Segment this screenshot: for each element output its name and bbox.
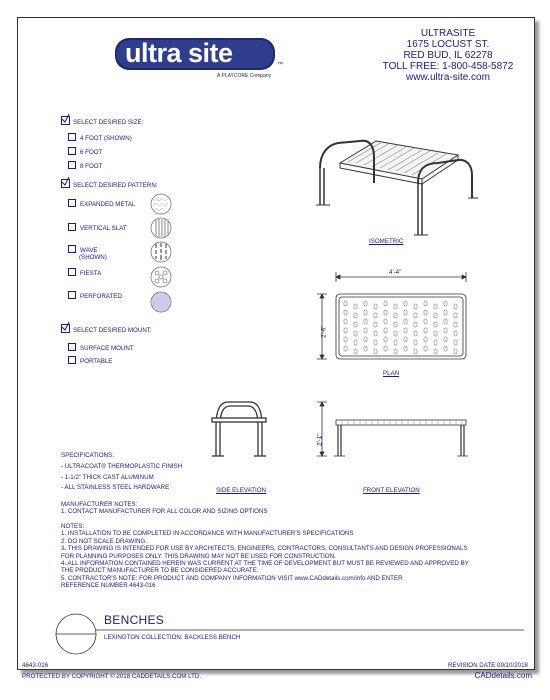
- mount-heading: SELECT DESIRED MOUNT:: [61, 324, 152, 334]
- note-item: 1. INSTALLATION TO BE COMPLETED IN ACCORDANCE WITH MANUFACTURER'S SPECIFICATIONS: [61, 530, 354, 538]
- plan-slot: [404, 346, 407, 351]
- checkbox-icon[interactable]: [68, 343, 76, 351]
- pattern-option-expanded[interactable]: EXPANDED METAL: [68, 199, 135, 208]
- plan-slot: [344, 301, 347, 306]
- expanded-metal-swatch: [151, 194, 171, 214]
- checked-box-icon: [61, 116, 70, 125]
- plan-slot: [424, 346, 427, 351]
- plan-slot: [424, 301, 427, 306]
- checkbox-icon[interactable]: [68, 245, 76, 253]
- reference-number: 4643-016: [22, 662, 49, 669]
- front-height-dim: 2'-1": [316, 433, 324, 446]
- size-heading: SELECT DESIRED SIZE:: [61, 116, 143, 126]
- pattern-swatches: [146, 193, 176, 315]
- checkbox-icon[interactable]: [68, 223, 76, 231]
- note-item: THE PRODUCT MANUFACTURER TO BE CONSIDERED ACCURATE.: [61, 567, 259, 575]
- plan-slot: [444, 346, 447, 351]
- plan-slot: [414, 313, 417, 318]
- plan-slot: [454, 313, 457, 318]
- plan-slot: [424, 328, 427, 333]
- checked-box-icon: [61, 179, 70, 188]
- plan-slot: [434, 313, 437, 318]
- manufacturer-notes: [61, 501, 268, 516]
- plan-slot: [364, 301, 367, 306]
- mfr-notes-heading: MANUFACTURER NOTES:: [61, 501, 138, 508]
- size-option-8ft[interactable]: 8 FOOT: [68, 161, 102, 170]
- plan-slot: [454, 331, 457, 336]
- plan-slot: [414, 331, 417, 336]
- plan-slot: [354, 340, 357, 345]
- company-info: [373, 28, 523, 83]
- plan-slot: [404, 328, 407, 333]
- plan-slot: [394, 340, 397, 345]
- wave-swatch: [151, 242, 171, 262]
- plan-slot: [444, 301, 447, 306]
- plan-slot: [374, 349, 377, 354]
- plan-width-dim: 4'-4": [389, 269, 402, 276]
- plan-slot: [434, 304, 437, 309]
- plan-slot: [354, 331, 357, 336]
- company-url: www.ultra-site.com: [406, 72, 490, 83]
- plan-slot: [434, 331, 437, 336]
- plan-slot: [394, 304, 397, 309]
- plan-slot: [384, 328, 387, 333]
- plan-slot: [374, 331, 377, 336]
- general-notes: [61, 523, 469, 590]
- plan-slot: [414, 349, 417, 354]
- plan-slot: [384, 337, 387, 342]
- plan-slot: [404, 301, 407, 306]
- checkbox-icon[interactable]: [68, 356, 76, 364]
- plan-slot: [374, 304, 377, 309]
- plan-slot: [444, 337, 447, 342]
- checkbox-icon[interactable]: [68, 268, 76, 276]
- pattern-option-vertical[interactable]: VERTICAL SLAT: [68, 223, 127, 232]
- pattern-option-perforated[interactable]: PERFORATED: [68, 291, 122, 300]
- mount-option-portable[interactable]: PORTABLE: [68, 356, 112, 365]
- plan-slot: [454, 340, 457, 345]
- copyright-notice: PROTECTED BY COPYRIGHT © 2018 CADDETAILS.COM LTD.: [22, 673, 202, 680]
- checkbox-icon[interactable]: [68, 291, 76, 299]
- plan-slot: [414, 340, 417, 345]
- spec-item: - 1-1/2" THICK CAST ALUMINUM: [61, 473, 154, 481]
- isometric-view: [308, 113, 488, 243]
- ultrasite-logo: [113, 36, 295, 80]
- plan-slot: [424, 319, 427, 324]
- checkbox-icon[interactable]: [68, 199, 76, 207]
- spec-item: - ULTRACOAT® THERMOPLASTIC FINISH: [61, 463, 183, 471]
- plan-slot: [434, 340, 437, 345]
- note-item: 3. THIS DRAWING IS INTENDED FOR USE BY ARCHITECTS, ENGINEERS, CONTRACTORS, CONSULTANTS AND DESIGN PROFESSIONALS: [61, 545, 468, 553]
- plan-slot: [394, 322, 397, 327]
- plan-slot: [434, 349, 437, 354]
- plan-slot: [344, 310, 347, 315]
- mfr-note-item: 1. CONTACT MANUFACTURER FOR ALL COLOR AND SIZING OPTIONS: [61, 508, 268, 516]
- fiesta-swatch: [151, 267, 171, 287]
- plan-slot: [444, 319, 447, 324]
- checkbox-icon[interactable]: [68, 147, 76, 155]
- plan-slot: [414, 322, 417, 327]
- plan-slot: [384, 310, 387, 315]
- plan-depth-dim: 2'-6": [320, 325, 328, 338]
- company-address-2: RED BUD, IL 62278: [403, 50, 493, 61]
- notes-heading: NOTES:: [61, 523, 85, 530]
- pattern-option-wave[interactable]: WAVE: [68, 245, 98, 254]
- revision-date: REVISION DATE 09/10/2018: [447, 662, 528, 669]
- caddetails-site[interactable]: CADdetails.com: [474, 671, 532, 680]
- logo-tm: ™: [277, 62, 283, 68]
- plan-slot: [394, 349, 397, 354]
- plan-slot: [424, 337, 427, 342]
- plan-slot: [354, 322, 357, 327]
- company-address-1: 1675 LOCUST ST.: [406, 39, 490, 50]
- checkbox-icon[interactable]: [68, 133, 76, 141]
- drawing-sheet: [17, 17, 535, 670]
- plan-slot: [404, 319, 407, 324]
- spec-item: - ALL STAINLESS STEEL HARDWARE: [61, 484, 170, 492]
- drawing-title: BENCHES: [104, 613, 165, 627]
- logo-brand: ultra site: [125, 38, 233, 68]
- plan-slot: [384, 319, 387, 324]
- plan-slot: [444, 328, 447, 333]
- note-item: 4. ALL INFORMATION CONTAINED HEREIN WAS CURRENT AT THE TIME OF DEVELOPMENT BUT MUST BE REVIEWED AND APPROVED BY: [61, 560, 469, 568]
- note-item: 2. DO NOT SCALE DRAWING.: [61, 537, 147, 545]
- plan-slot: [344, 328, 347, 333]
- plan-slot: [454, 322, 457, 327]
- plan-slot: [344, 337, 347, 342]
- note-item: REFERENCE NUMBER 4643-016: [61, 582, 156, 590]
- plan-slot: [404, 310, 407, 315]
- drawing-subtitle: LEXINGTON COLLECTION: BACKLESS BENCH: [104, 634, 241, 641]
- specs-heading: SPECIFICATIONS:: [61, 452, 114, 459]
- size-option-6ft[interactable]: 6 FOOT: [68, 147, 102, 156]
- plan-label: PLAN: [383, 370, 400, 377]
- plan-slot: [434, 322, 437, 327]
- logo-tagline: A PLAYCORE Company: [217, 73, 272, 79]
- plan-slot: [344, 346, 347, 351]
- plan-slot: [394, 331, 397, 336]
- plan-slats: [344, 301, 457, 354]
- plan-slot: [444, 310, 447, 315]
- plan-slot: [394, 313, 397, 318]
- front-elevation-view: [308, 396, 488, 466]
- pattern-option-fiesta[interactable]: FIESTA: [68, 268, 101, 277]
- checked-box-icon: [61, 324, 70, 333]
- plan-slot: [364, 328, 367, 333]
- company-phone: TOLL FREE: 1-800-458-5872: [382, 61, 514, 72]
- plan-slot: [364, 346, 367, 351]
- checkbox-icon[interactable]: [68, 161, 76, 169]
- plan-slot: [354, 304, 357, 309]
- plan-slot: [364, 319, 367, 324]
- plan-slot: [384, 301, 387, 306]
- plan-slot: [344, 319, 347, 324]
- plan-slot: [384, 346, 387, 351]
- plan-slot: [354, 349, 357, 354]
- pattern-heading: SELECT DESIRED PATTERN:: [61, 179, 158, 189]
- plan-slot: [414, 304, 417, 309]
- note-item: FOR PLANNING PURPOSES ONLY. THIS DRAWING MAY NOT BE USED FOR CONSTRUCTION.: [61, 552, 336, 560]
- perforated-swatch: [151, 292, 171, 312]
- isometric-label: ISOMETRIC: [369, 238, 404, 245]
- size-option-4ft[interactable]: 4 FOOT (SHOWN): [68, 133, 132, 142]
- specifications: [61, 452, 182, 492]
- pattern-wave-shown: (SHOWN): [79, 254, 107, 261]
- plan-slot: [374, 322, 377, 327]
- plan-slot: [364, 337, 367, 342]
- note-item: 5. CONTRACTOR'S NOTE: FOR PRODUCT AND COMPANY INFORMATION VISIT www.CADdetails.com/info AND ENTER: [61, 574, 403, 582]
- vertical-slat-swatch: [151, 218, 171, 238]
- plan-slot: [364, 310, 367, 315]
- mount-option-surface[interactable]: SURFACE MOUNT: [68, 343, 134, 352]
- company-name: ULTRASITE: [420, 28, 476, 39]
- plan-slot: [454, 349, 457, 354]
- plan-slot: [454, 304, 457, 309]
- plan-slot: [374, 313, 377, 318]
- front-elevation-label: FRONT ELEVATION: [363, 487, 420, 494]
- plan-slot: [424, 310, 427, 315]
- plan-slot: [374, 340, 377, 345]
- plan-slot: [354, 313, 357, 318]
- side-elevation-label: SIDE ELEVATION: [216, 487, 266, 494]
- side-elevation-view: [198, 396, 278, 466]
- plan-slot: [404, 337, 407, 342]
